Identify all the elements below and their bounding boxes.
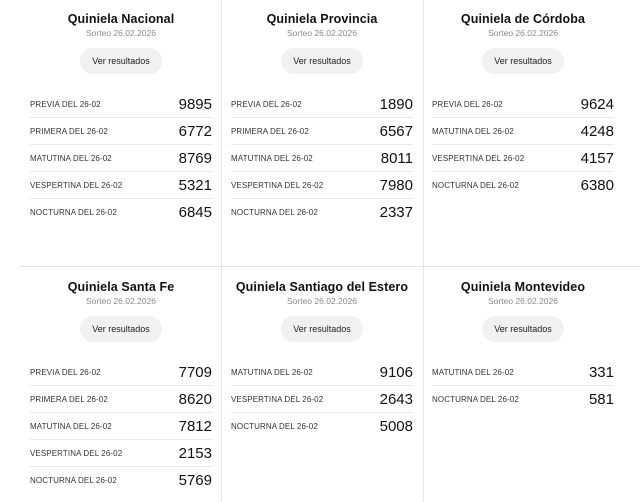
result-row[interactable] <box>30 386 212 413</box>
result-row[interactable] <box>231 91 413 118</box>
draw-label: VESPERTINA DEL 26-02 <box>30 448 123 458</box>
draw-number: 5769 <box>178 472 212 489</box>
card-sorteo-date: Sorteo 26.02.2026 <box>86 296 156 306</box>
draw-label: MATUTINA DEL 26-02 <box>30 421 112 431</box>
draw-number: 8620 <box>178 390 212 408</box>
draw-number: 6567 <box>379 122 413 140</box>
result-row[interactable] <box>231 145 413 172</box>
draw-number: 2643 <box>379 390 413 408</box>
draw-label: VESPERTINA DEL 26-02 <box>30 180 123 190</box>
draw-number: 8769 <box>178 149 212 167</box>
draw-label: MATUTINA DEL 26-02 <box>231 367 313 377</box>
draw-number: 9624 <box>580 95 614 113</box>
draw-label: PREVIA DEL 26-02 <box>231 99 302 109</box>
draw-label: NOCTURNA DEL 26-02 <box>231 422 318 431</box>
draw-label: NOCTURNA DEL 26-02 <box>432 181 519 190</box>
draw-label: MATUTINA DEL 26-02 <box>30 153 112 163</box>
quiniela-card-nacional <box>20 0 222 265</box>
draw-label: VESPERTINA DEL 26-02 <box>231 394 324 404</box>
result-row[interactable] <box>231 172 413 199</box>
card-sorteo-date: Sorteo 26.02.2026 <box>488 296 558 306</box>
draw-label: PRIMERA DEL 26-02 <box>30 126 108 136</box>
ver-resultados-button[interactable]: Ver resultados <box>482 48 564 74</box>
results-list <box>422 91 624 199</box>
result-row[interactable] <box>30 467 212 494</box>
result-row[interactable] <box>30 359 212 386</box>
draw-label: VESPERTINA DEL 26-02 <box>432 153 525 163</box>
draw-label: MATUTINA DEL 26-02 <box>231 153 313 163</box>
draw-number: 6380 <box>580 177 614 194</box>
draw-number: 1890 <box>379 95 413 113</box>
quiniela-card-cordoba <box>422 0 624 265</box>
result-row[interactable] <box>30 118 212 145</box>
card-title: Quiniela de Córdoba <box>460 12 586 26</box>
card-title: Quiniela Provincia <box>266 12 378 26</box>
draw-number: 9106 <box>379 363 413 381</box>
result-row[interactable] <box>30 172 212 199</box>
row-divider <box>20 266 640 267</box>
card-sorteo-date: Sorteo 26.02.2026 <box>86 28 156 38</box>
results-list <box>20 91 222 226</box>
ver-resultados-button[interactable]: Ver resultados <box>281 48 363 74</box>
card-sorteo-date: Sorteo 26.02.2026 <box>287 296 357 306</box>
card-title: Quiniela Montevideo <box>460 280 586 294</box>
draw-number: 9895 <box>178 95 212 113</box>
draw-number: 581 <box>588 391 614 408</box>
result-row[interactable] <box>432 118 614 145</box>
draw-label: MATUTINA DEL 26-02 <box>432 367 514 377</box>
draw-label: NOCTURNA DEL 26-02 <box>30 476 117 485</box>
results-list <box>221 359 423 440</box>
draw-number: 5321 <box>178 176 212 194</box>
draw-label: MATUTINA DEL 26-02 <box>432 126 514 136</box>
result-row[interactable] <box>432 386 614 413</box>
draw-number: 7709 <box>178 363 212 381</box>
draw-label: PREVIA DEL 26-02 <box>30 99 101 109</box>
result-row[interactable] <box>231 118 413 145</box>
draw-label: PREVIA DEL 26-02 <box>30 367 101 377</box>
draw-number: 7812 <box>178 417 212 435</box>
card-title: Quiniela Santiago del Estero <box>235 280 409 294</box>
results-list <box>422 359 624 413</box>
draw-label: PRIMERA DEL 26-02 <box>231 126 309 136</box>
draw-number: 7980 <box>379 176 413 194</box>
result-row[interactable] <box>432 91 614 118</box>
quiniela-card-santa-fe <box>20 268 222 502</box>
result-row[interactable] <box>432 145 614 172</box>
ver-resultados-button[interactable]: Ver resultados <box>80 316 162 342</box>
card-title: Quiniela Nacional <box>67 12 175 26</box>
draw-label: VESPERTINA DEL 26-02 <box>231 180 324 190</box>
results-list <box>20 359 222 494</box>
draw-number: 2153 <box>178 444 212 462</box>
ver-resultados-button[interactable]: Ver resultados <box>482 316 564 342</box>
result-row[interactable] <box>231 413 413 440</box>
draw-label: NOCTURNA DEL 26-02 <box>432 395 519 404</box>
draw-label: NOCTURNA DEL 26-02 <box>231 208 318 217</box>
result-row[interactable] <box>231 386 413 413</box>
draw-number: 2337 <box>379 204 413 221</box>
draw-number: 6845 <box>178 204 212 221</box>
result-row[interactable] <box>432 359 614 386</box>
draw-number: 5008 <box>379 418 413 435</box>
quiniela-card-santiago-del-estero <box>221 268 423 502</box>
result-row[interactable] <box>30 199 212 226</box>
draw-number: 6772 <box>178 122 212 140</box>
draw-number: 331 <box>588 363 614 381</box>
card-sorteo-date: Sorteo 26.02.2026 <box>488 28 558 38</box>
result-row[interactable] <box>231 359 413 386</box>
draw-label: PRIMERA DEL 26-02 <box>30 394 108 404</box>
results-list <box>221 91 423 226</box>
card-sorteo-date: Sorteo 26.02.2026 <box>287 28 357 38</box>
ver-resultados-button[interactable]: Ver resultados <box>80 48 162 74</box>
result-row[interactable] <box>432 172 614 199</box>
draw-number: 4248 <box>580 122 614 140</box>
draw-label: PREVIA DEL 26-02 <box>432 99 503 109</box>
draw-number: 8011 <box>380 149 413 167</box>
card-title: Quiniela Santa Fe <box>67 280 175 294</box>
result-row[interactable] <box>231 199 413 226</box>
quiniela-card-provincia <box>221 0 423 265</box>
draw-number: 4157 <box>580 149 614 167</box>
result-row[interactable] <box>30 145 212 172</box>
quiniela-card-montevideo <box>422 268 624 502</box>
result-row[interactable] <box>30 413 212 440</box>
draw-label: NOCTURNA DEL 26-02 <box>30 208 117 217</box>
result-row[interactable] <box>30 91 212 118</box>
result-row[interactable] <box>30 440 212 467</box>
ver-resultados-button[interactable]: Ver resultados <box>281 316 363 342</box>
